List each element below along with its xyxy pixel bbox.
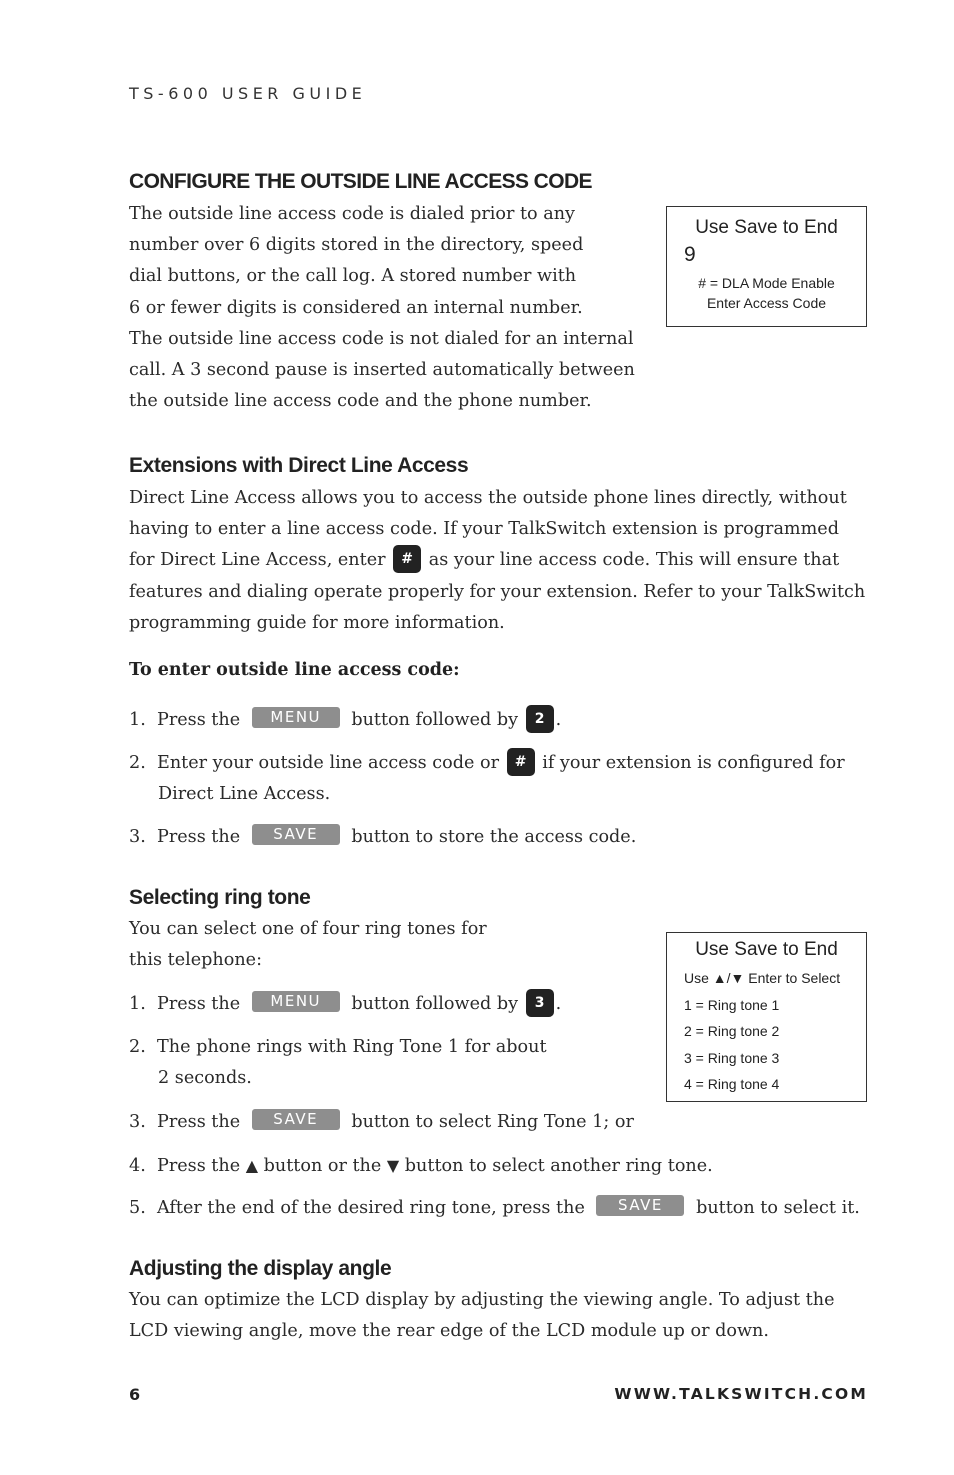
text-span: as your line access code. This will ensure that bbox=[428, 550, 840, 571]
step-number: 3. bbox=[129, 827, 146, 847]
section-heading-display-angle: Adjusting the display angle bbox=[129, 1257, 392, 1280]
access-code-paragraph bbox=[129, 199, 659, 417]
lcd-display-ring-tone bbox=[666, 932, 867, 1102]
lcd-option: 2 = Ring tone 2 bbox=[684, 1023, 780, 1039]
step-item bbox=[129, 1107, 634, 1138]
lcd-title: Use Save to End bbox=[695, 939, 838, 960]
step-item bbox=[129, 705, 561, 736]
lcd-value: 9 bbox=[684, 243, 696, 266]
text-span: button to store the access code. bbox=[351, 827, 637, 847]
text-span: button to select Ring Tone 1; or bbox=[351, 1112, 634, 1132]
pound-key-icon: # bbox=[393, 545, 421, 573]
menu-button-icon: MENU bbox=[252, 991, 340, 1012]
step-number: 2. bbox=[129, 753, 146, 773]
step-number: 5. bbox=[129, 1198, 146, 1218]
ring-tone-intro bbox=[129, 914, 487, 976]
text-span: for Direct Line Access, enter bbox=[129, 550, 386, 571]
website-url: WWW.TALKSWITCH.COM bbox=[614, 1385, 868, 1403]
text-span: Enter your outside line access code or bbox=[157, 753, 500, 773]
lcd-line: # = DLA Mode Enable bbox=[698, 275, 835, 291]
text-span: button or the bbox=[263, 1156, 382, 1176]
text-span: Press the bbox=[157, 1112, 241, 1132]
text-span: . bbox=[555, 710, 562, 730]
text-span: Press the bbox=[157, 827, 241, 847]
text-span: Press the bbox=[157, 994, 241, 1014]
save-button-icon: SAVE bbox=[596, 1195, 684, 1216]
step-item bbox=[129, 748, 845, 810]
text-span: The phone rings with Ring Tone 1 for about bbox=[157, 1037, 547, 1057]
text-span: Press the bbox=[157, 710, 241, 730]
section-heading-access-code: CONFIGURE THE OUTSIDE LINE ACCESS CODE bbox=[129, 170, 592, 193]
paragraph-line: call. A 3 second pause is inserted automatically between bbox=[129, 360, 635, 381]
paragraph-line: number over 6 digits stored in the directory, speed bbox=[129, 235, 584, 256]
display-angle-paragraph bbox=[129, 1285, 834, 1347]
direct-line-paragraph bbox=[129, 483, 869, 639]
paragraph-line: 6 or fewer digits is considered an internal number. bbox=[129, 297, 583, 318]
lcd-select-line: Use ▲/▼ Enter to Select bbox=[684, 970, 841, 986]
text-span: Press the bbox=[157, 1156, 241, 1176]
pound-key-icon: # bbox=[507, 748, 535, 776]
paragraph-line: LCD viewing angle, move the rear edge of the LCD module up or down. bbox=[129, 1321, 769, 1342]
step-item bbox=[129, 1150, 713, 1182]
step-item bbox=[129, 1032, 547, 1094]
step-number: 3. bbox=[129, 1112, 146, 1132]
step-item bbox=[129, 1193, 860, 1224]
paragraph-line: Direct Line Access allows you to access the outside phone lines directly, without bbox=[129, 488, 847, 508]
text-span: . bbox=[555, 994, 562, 1014]
lcd-option: 4 = Ring tone 4 bbox=[684, 1076, 780, 1092]
step-continuation: Direct Line Access. bbox=[158, 784, 331, 804]
paragraph-line: programming guide for more information. bbox=[129, 612, 505, 633]
step-item bbox=[129, 822, 636, 853]
paragraph-line bbox=[129, 545, 869, 576]
text-span: button to select another ring tone. bbox=[404, 1156, 713, 1176]
section-heading-ring-tone: Selecting ring tone bbox=[129, 886, 311, 909]
paragraph-line: having to enter a line access code. If your TalkSwitch extension is programmed bbox=[129, 519, 839, 540]
step-item bbox=[129, 989, 561, 1020]
paragraph-line: features and dialing operate properly for your extension. Refer to your TalkSwitch bbox=[129, 581, 866, 602]
step-number: 1. bbox=[129, 710, 146, 730]
step-number: 2. bbox=[129, 1037, 146, 1057]
paragraph-line: You can optimize the LCD display by adjusting the viewing angle. To adjust the bbox=[129, 1290, 835, 1310]
text-span: button followed by bbox=[351, 994, 519, 1014]
down-arrow-icon: ▼ bbox=[386, 1156, 400, 1175]
paragraph-line: the outside line access code and the phone number. bbox=[129, 391, 592, 412]
paragraph-line: dial buttons, or the call log. A stored number with bbox=[129, 266, 577, 287]
lcd-option: 1 = Ring tone 1 bbox=[684, 997, 780, 1013]
key-2-icon: 2 bbox=[526, 705, 554, 733]
section-heading-direct-line: Extensions with Direct Line Access bbox=[129, 454, 469, 477]
paragraph-line: The outside line access code is not dialed for an internal bbox=[129, 328, 634, 349]
page-number: 6 bbox=[129, 1385, 141, 1404]
paragraph-line: this telephone: bbox=[129, 950, 263, 971]
text-span: if your extension is configured for bbox=[542, 753, 845, 773]
lcd-option: 3 = Ring tone 3 bbox=[684, 1050, 780, 1066]
step-continuation: 2 seconds. bbox=[158, 1068, 252, 1088]
running-header: TS-600 USER GUIDE bbox=[129, 84, 367, 103]
text-span: button to select it. bbox=[696, 1198, 860, 1218]
lcd-line: Enter Access Code bbox=[706, 295, 827, 311]
step-number: 4. bbox=[129, 1156, 146, 1176]
text-span: button followed by bbox=[351, 710, 519, 730]
up-arrow-icon: ▲ bbox=[245, 1156, 259, 1175]
lcd-title: Use Save to End bbox=[695, 217, 838, 238]
step-number: 1. bbox=[129, 994, 146, 1014]
save-button-icon: SAVE bbox=[252, 1109, 340, 1130]
save-button-icon: SAVE bbox=[252, 824, 340, 845]
menu-button-icon: MENU bbox=[252, 707, 340, 728]
text-span: After the end of the desired ring tone, press the bbox=[157, 1198, 585, 1218]
steps-heading-access-code: To enter outside line access code: bbox=[129, 660, 460, 680]
lcd-display-access-code bbox=[666, 206, 867, 327]
paragraph-line: The outside line access code is dialed prior to any bbox=[129, 204, 575, 224]
paragraph-line: You can select one of four ring tones for bbox=[129, 919, 487, 939]
key-3-icon: 3 bbox=[526, 989, 554, 1017]
